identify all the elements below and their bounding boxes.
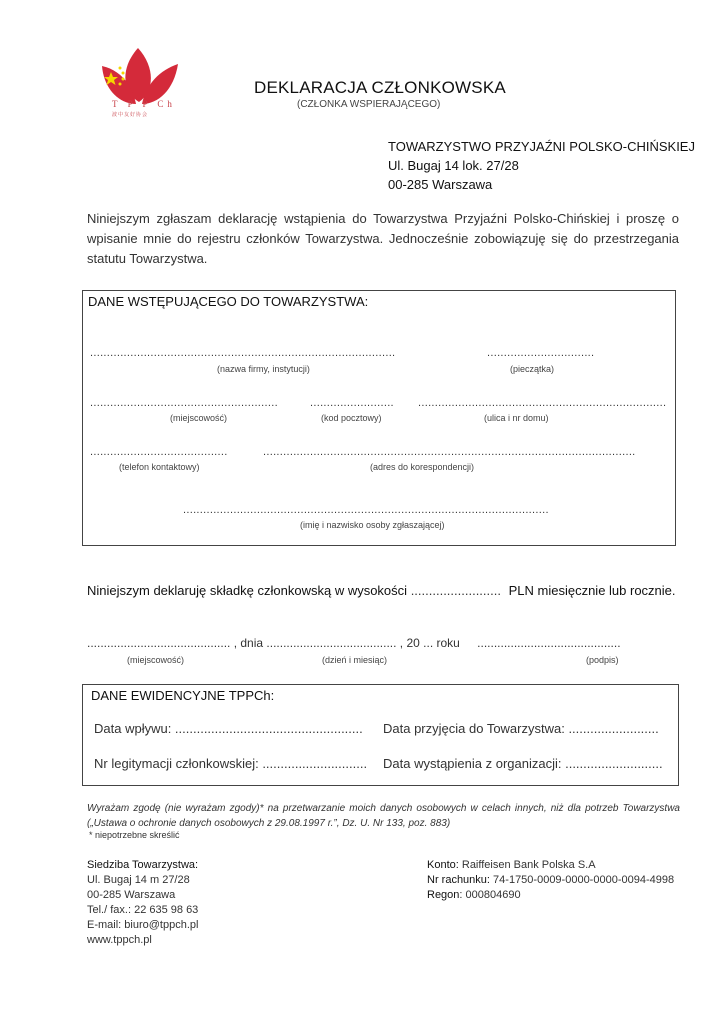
logo-text: T P P Ch bbox=[112, 99, 176, 109]
signature-locality-field[interactable]: ........................................... bbox=[87, 636, 231, 650]
inflow-date-field[interactable]: Data wpływu: .................................................... bbox=[94, 721, 363, 736]
seat-website[interactable]: www.tppch.pl bbox=[87, 934, 152, 946]
seat-street: Ul. Bugaj 14 m 27/28 bbox=[87, 874, 190, 886]
seat-email[interactable]: E-mail: biuro@tppch.pl bbox=[87, 919, 199, 931]
regon-label: Regon bbox=[427, 889, 460, 901]
signature-line bbox=[87, 636, 621, 650]
contribution-declaration bbox=[87, 583, 676, 598]
stamp-field[interactable]: ................................ bbox=[487, 347, 595, 359]
leave-date-field[interactable]: Data wystąpienia z organizacji: ........................... bbox=[383, 756, 663, 771]
correspondence-address-field[interactable]: ............................................................................................................... bbox=[263, 446, 636, 458]
contribution-amount-field[interactable]: ......................... bbox=[410, 583, 501, 598]
intro-paragraph: Niniejszym zgłaszam deklarację wstąpienia do Towarzystwa Przyjaźni Polsko-Chińskiej i proszę o wpisanie mnie do rejestru członków Towarzystwa. Jednocześnie zobowiązuję się do przestrzegania statutu Towarzystwa. bbox=[87, 211, 679, 266]
organization-city: 00-285 Warszawa bbox=[388, 177, 493, 192]
registry-data-box bbox=[82, 684, 679, 786]
phone-hint: (telefon kontaktowy) bbox=[119, 462, 200, 472]
organization-street: Ul. Bugaj 14 lok. 27/28 bbox=[388, 158, 519, 173]
strike-out-note: * niepotrzebne skreślić bbox=[89, 830, 180, 840]
company-name-field[interactable]: ........................................................................................... bbox=[90, 347, 396, 359]
footer-seat bbox=[87, 858, 198, 948]
signature-field[interactable]: ........................................... bbox=[477, 636, 621, 650]
correspondence-address-hint: (adres do korespondencji) bbox=[370, 462, 475, 472]
document-title: DEKLARACJA CZŁONKOWSKA bbox=[254, 78, 506, 97]
acceptance-date-field[interactable]: Data przyjęcia do Towarzystwa: ......................... bbox=[383, 721, 659, 736]
account-label: Konto: bbox=[427, 859, 459, 871]
data-processing-consent: Wyrażam zgodę (nie wyrażam zgody)* na przetwarzanie moich danych osobowych w celach innych, niż dla potrzeb Towarzystwa („Ustawa o ochronie danych osobowych z 29.08.1997 r.”, Dz. U. Nr 133, poz. 883) bbox=[87, 803, 680, 829]
street-field[interactable]: .......................................................................... bbox=[418, 397, 667, 409]
year-label: , 20 ... roku bbox=[399, 636, 460, 650]
declaration-suffix: PLN miesięcznie lub rocznie. bbox=[508, 583, 676, 598]
membership-card-field[interactable]: Nr legitymacji członkowskiej: ............................. bbox=[94, 756, 368, 771]
postal-code-hint: (kod pocztowy) bbox=[321, 413, 382, 423]
day-field[interactable]: ....................................... bbox=[266, 636, 397, 650]
signature-hint: (podpis) bbox=[586, 655, 619, 665]
seat-phone: Tel./ fax.: 22 635 98 63 bbox=[87, 904, 199, 916]
street-hint: (ulica i nr domu) bbox=[484, 413, 549, 423]
company-name-hint: (nazwa firmy, instytucji) bbox=[217, 364, 310, 374]
document-subtitle: (CZŁONKA WSPIERAJĄCEGO) bbox=[297, 99, 441, 110]
applicant-heading: DANE WSTĘPUJĄCEGO DO TOWARZYSTWA: bbox=[88, 294, 369, 309]
account-value: Raiffeisen Bank Polska S.A bbox=[461, 859, 596, 871]
registry-heading: DANE EWIDENCYJNE TPPCh: bbox=[91, 688, 275, 703]
seat-city: 00-285 Warszawa bbox=[87, 889, 176, 901]
applicant-data-box bbox=[82, 290, 676, 546]
postal-code-field[interactable]: ......................... bbox=[310, 397, 394, 409]
stamp-hint: (pieczątka) bbox=[510, 364, 555, 374]
applicant-name-hint: (imię i nazwisko osoby zgłaszającej) bbox=[300, 520, 445, 530]
account-number-label: Nr rachunku: bbox=[427, 874, 490, 886]
seat-label: Siedziba Towarzystwa: bbox=[87, 859, 199, 871]
footer-bank bbox=[427, 858, 674, 903]
day-hint: (dzień i miesiąc) bbox=[322, 655, 388, 665]
phone-field[interactable]: ......................................... bbox=[90, 446, 228, 458]
regon-value: : 000804690 bbox=[459, 889, 521, 901]
day-label: , dnia bbox=[233, 636, 264, 650]
locality-hint: (miejscowość) bbox=[170, 413, 228, 423]
locality-field[interactable]: ........................................................ bbox=[90, 397, 278, 409]
account-number-value: 74-1750-0009-0000-0000-0094-4998 bbox=[493, 874, 675, 886]
applicant-name-field[interactable]: ............................................................................................................. bbox=[183, 504, 549, 516]
signature-locality-hint: (miejscowość) bbox=[127, 655, 185, 665]
organization-name: TOWARZYSTWO PRZYJAŹNI POLSKO-CHIŃSKIEJ bbox=[388, 139, 695, 154]
logo-subtext: 波中友好协会 bbox=[112, 112, 149, 118]
declaration-prefix: Niniejszym deklaruję składkę członkowską w wysokości bbox=[87, 583, 408, 598]
